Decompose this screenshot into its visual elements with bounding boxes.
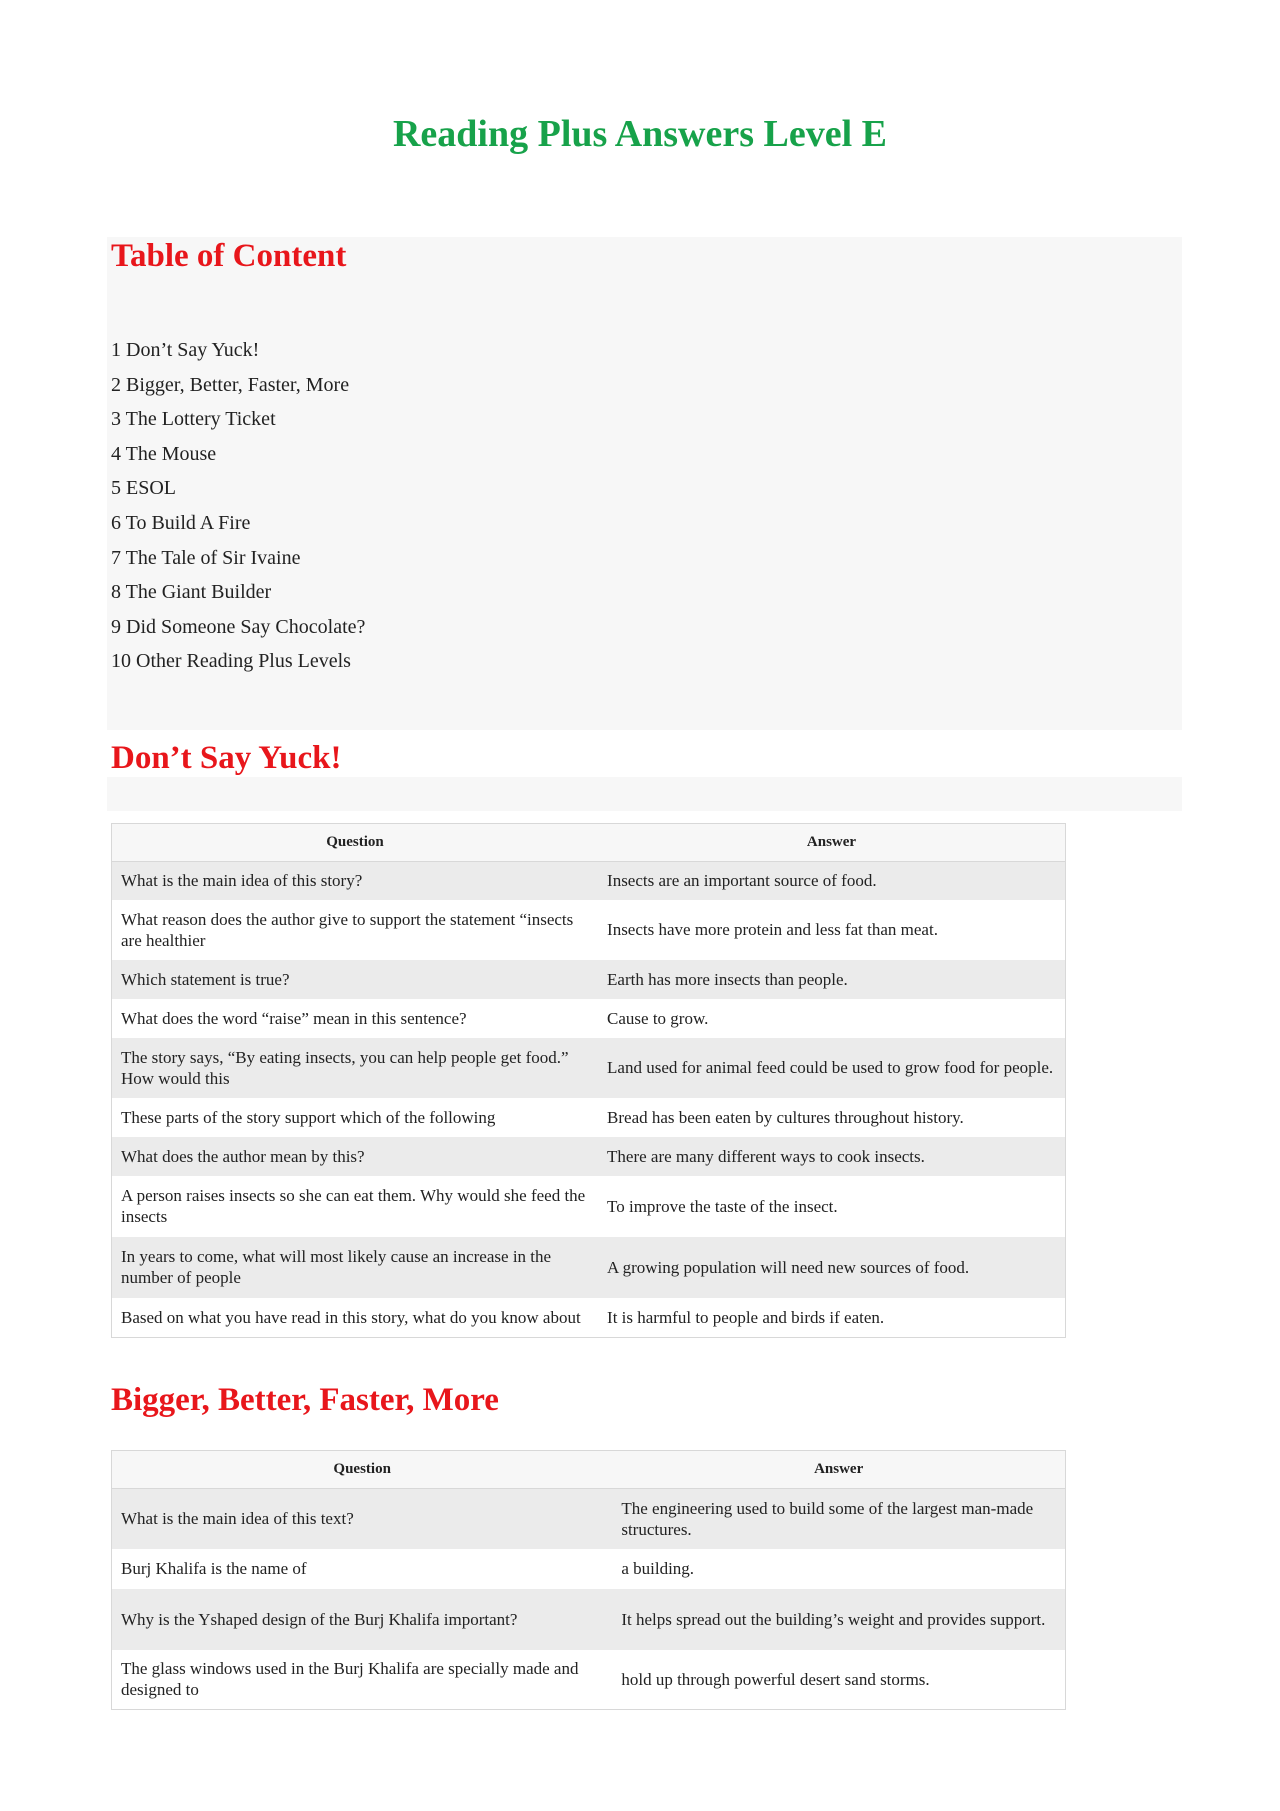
- question-cell: Why is the Yshaped design of the Burj Khalifa important?: [112, 1589, 613, 1650]
- table-row: [112, 1098, 1066, 1137]
- answer-cell: Earth has more insects than people.: [598, 960, 1065, 999]
- qa-table-dont-say-yuck: [111, 823, 1066, 1338]
- table-row: [112, 900, 1066, 960]
- toc-link-5[interactable]: 5 ESOL: [111, 477, 176, 500]
- answer-cell: To improve the taste of the insect.: [598, 1176, 1065, 1237]
- table-row: [112, 862, 1066, 900]
- toc-link-6[interactable]: 6 To Build A Fire: [111, 511, 251, 534]
- question-cell: What does the author mean by this?: [112, 1137, 599, 1176]
- column-header-answer: Answer: [612, 1451, 1065, 1489]
- table-row: [112, 960, 1066, 999]
- answer-cell: hold up through powerful desert sand storms.: [612, 1650, 1065, 1710]
- section-heading-dont-say-yuck: Don’t Say Yuck!: [111, 740, 342, 776]
- answer-cell: It is harmful to people and birds if eaten.: [598, 1298, 1065, 1338]
- question-cell: Based on what you have read in this story, what do you know about: [112, 1298, 599, 1338]
- table-row: [112, 1589, 1066, 1650]
- column-header-answer: Answer: [598, 824, 1065, 862]
- question-cell: What is the main idea of this text?: [112, 1489, 613, 1549]
- table-row: [112, 1650, 1066, 1710]
- toc-heading: Table of Content: [111, 238, 347, 274]
- question-cell: What does the word “raise” mean in this sentence?: [112, 999, 599, 1038]
- question-cell: Which statement is true?: [112, 960, 599, 999]
- toc-link-2[interactable]: 2 Bigger, Better, Faster, More: [111, 373, 350, 396]
- section-heading-bigger-better: Bigger, Better, Faster, More: [111, 1382, 499, 1418]
- answer-cell: The engineering used to build some of the largest man-made structures.: [612, 1489, 1065, 1549]
- question-cell: These parts of the story support which of the following: [112, 1098, 599, 1137]
- question-cell: What is the main idea of this story?: [112, 862, 599, 900]
- answer-cell: A growing population will need new sources of food.: [598, 1237, 1065, 1298]
- question-cell: Burj Khalifa is the name of: [112, 1549, 613, 1589]
- answer-cell: Bread has been eaten by cultures throughout history.: [598, 1098, 1065, 1137]
- toc-link-7[interactable]: 7 The Tale of Sir Ivaine: [111, 546, 301, 569]
- answer-cell: Insects are an important source of food.: [598, 862, 1065, 900]
- answer-cell: It helps spread out the building’s weight and provides support.: [612, 1589, 1065, 1650]
- table-row: [112, 1298, 1066, 1338]
- column-header-question: Question: [112, 1451, 613, 1489]
- column-header-question: Question: [112, 824, 599, 862]
- answer-cell: Land used for animal feed could be used to grow food for people.: [598, 1038, 1065, 1098]
- table-row: [112, 1489, 1066, 1549]
- answer-cell: There are many different ways to cook insects.: [598, 1137, 1065, 1176]
- answer-cell: Cause to grow.: [598, 999, 1065, 1038]
- page-title: Reading Plus Answers Level E: [392, 113, 888, 155]
- table-row: [112, 999, 1066, 1038]
- toc-link-10[interactable]: 10 Other Reading Plus Levels: [111, 650, 351, 673]
- table-row: [112, 1237, 1066, 1298]
- question-cell: A person raises insects so she can eat them. Why would she feed the insects: [112, 1176, 599, 1237]
- qa-table-bigger-better: [111, 1450, 1066, 1710]
- toc-link-9[interactable]: 9 Did Someone Say Chocolate?: [111, 615, 366, 638]
- toc-link-4[interactable]: 4 The Mouse: [111, 442, 217, 465]
- table-row: [112, 1549, 1066, 1589]
- answer-cell: Insects have more protein and less fat than meat.: [598, 900, 1065, 960]
- table-row: [112, 1176, 1066, 1237]
- answer-cell: a building.: [612, 1549, 1065, 1589]
- toc-link-1[interactable]: 1 Don’t Say Yuck!: [111, 339, 260, 361]
- question-cell: The glass windows used in the Burj Khalifa are specially made and designed to: [112, 1650, 613, 1710]
- table-row: [112, 1137, 1066, 1176]
- question-cell: The story says, “By eating insects, you can help people get food.” How would this: [112, 1038, 599, 1098]
- toc-link-3[interactable]: 3 The Lottery Ticket: [111, 408, 276, 431]
- table-header-row: [112, 824, 1066, 862]
- question-cell: In years to come, what will most likely cause an increase in the number of people: [112, 1237, 599, 1298]
- table-header-row: [112, 1451, 1066, 1489]
- table-row: [112, 1038, 1066, 1098]
- question-cell: What reason does the author give to support the statement “insects are healthier: [112, 900, 599, 960]
- toc-list: [111, 333, 365, 679]
- section-band: [107, 777, 1182, 811]
- toc-link-8[interactable]: 8 The Giant Builder: [111, 581, 272, 604]
